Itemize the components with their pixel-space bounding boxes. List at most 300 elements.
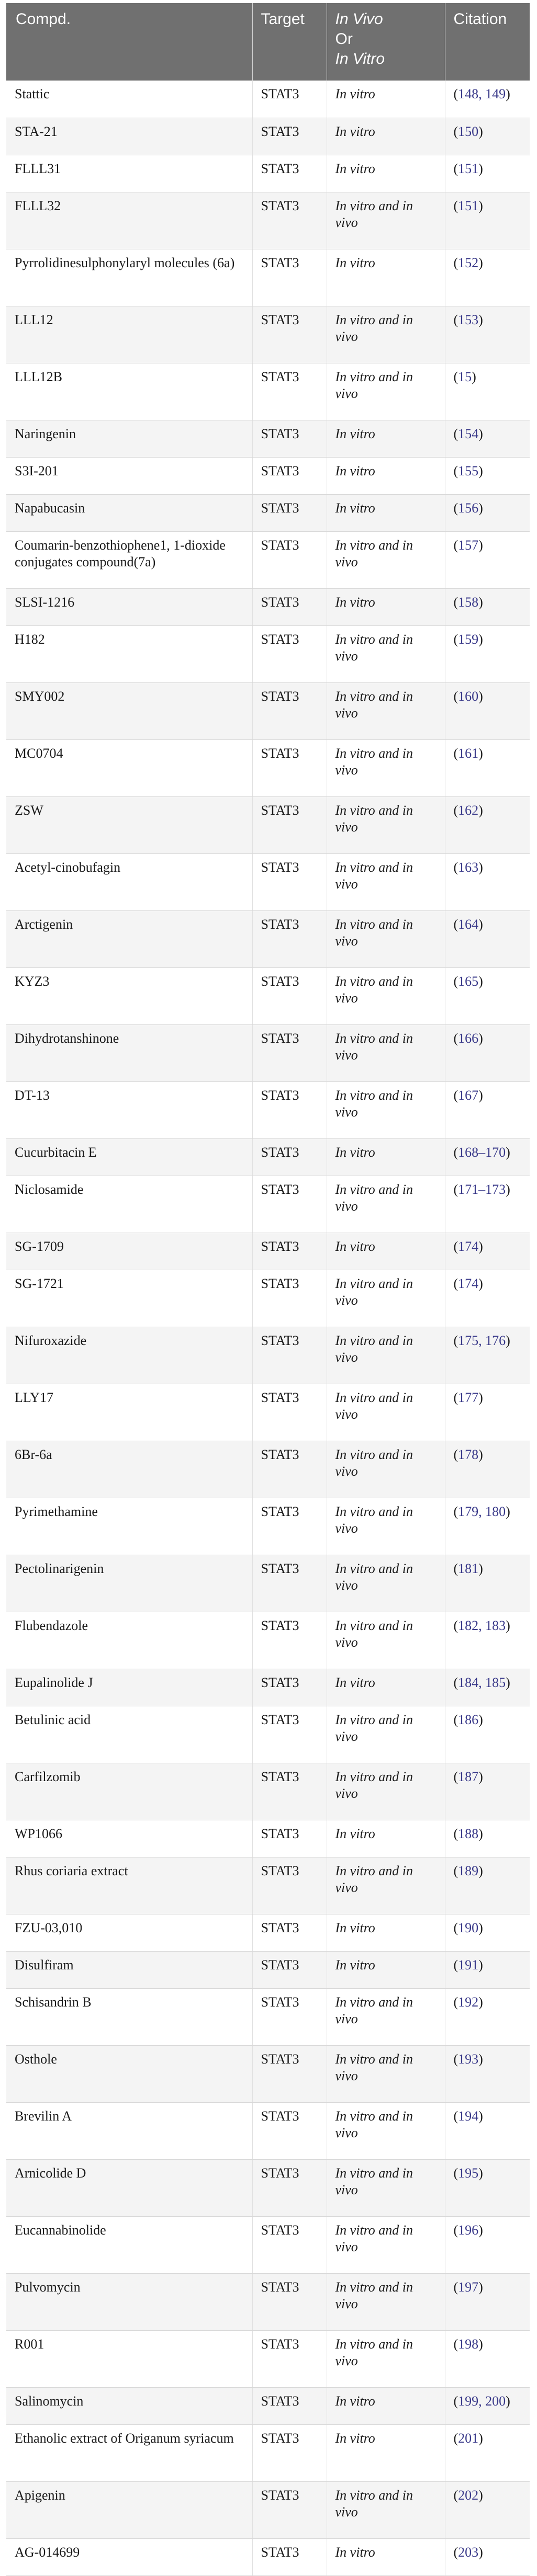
citation-open-paren: (: [453, 255, 458, 270]
citation-link[interactable]: 165: [458, 973, 479, 989]
cell-in-vivo-in-vitro: In vitro and in vivo: [327, 1555, 445, 1612]
table-row: [6, 1176, 530, 1233]
cell-compound: FZU-03,010: [6, 1914, 252, 1951]
citation-close-paren: ): [478, 1446, 483, 1462]
citation-link[interactable]: 163: [458, 859, 479, 875]
cell-compound: Salinomycin: [6, 2387, 252, 2424]
cell-compound: Schisandrin B: [6, 1988, 252, 2045]
citation-open-paren: (: [453, 1446, 458, 1462]
cell-compound: Ethanolic extract of Origanum syriacum: [6, 2424, 252, 2481]
cell-target: STAT3: [252, 1270, 327, 1327]
citation-link[interactable]: 155: [458, 463, 479, 478]
cell-citation: [445, 1706, 530, 1763]
table-row: [6, 1024, 530, 1081]
cell-target: STAT3: [252, 306, 327, 363]
cell-citation: [445, 967, 530, 1024]
citation-link[interactable]: 159: [458, 631, 479, 647]
cell-target: STAT3: [252, 2216, 327, 2273]
citation-open-paren: (: [453, 463, 458, 478]
cell-citation: [445, 1612, 530, 1669]
citation-link[interactable]: 179, 180: [458, 1503, 506, 1519]
cell-in-vivo-in-vitro: In vitro and in vivo: [327, 1081, 445, 1138]
cell-compound: Pyrimethamine: [6, 1498, 252, 1555]
cell-citation: [445, 2481, 530, 2538]
table-row: [6, 967, 530, 1024]
citation-link[interactable]: 196: [458, 2222, 479, 2238]
table-row: [6, 1498, 530, 1555]
cell-citation: [445, 1555, 530, 1612]
cell-citation: [445, 910, 530, 967]
cell-target: STAT3: [252, 2424, 327, 2481]
citation-open-paren: (: [453, 1994, 458, 2010]
table-row: [6, 1138, 530, 1176]
cell-compound: Apigenin: [6, 2481, 252, 2538]
cell-compound: SMY002: [6, 682, 252, 739]
citation-link[interactable]: 186: [458, 1712, 479, 1727]
cell-target: STAT3: [252, 1498, 327, 1555]
citation-open-paren: (: [453, 2336, 458, 2352]
table-row: [6, 2538, 530, 2575]
citation-link[interactable]: 174: [458, 1238, 479, 1254]
cell-target: STAT3: [252, 494, 327, 531]
cell-target: STAT3: [252, 249, 327, 306]
cell-in-vivo-in-vitro: In vitro and in vivo: [327, 1612, 445, 1669]
cell-in-vivo-in-vitro: In vitro and in vivo: [327, 625, 445, 682]
citation-close-paren: ): [478, 312, 483, 327]
header-target: Target: [252, 3, 327, 81]
cell-target: STAT3: [252, 796, 327, 853]
cell-in-vivo-in-vitro: In vitro and in vivo: [327, 853, 445, 910]
cell-compound: WP1066: [6, 1820, 252, 1857]
cell-compound: Brevilin A: [6, 2102, 252, 2159]
table-row: [6, 1763, 530, 1820]
cell-target: STAT3: [252, 1176, 327, 1233]
citation-link[interactable]: 195: [458, 2165, 479, 2181]
citation-link[interactable]: 198: [458, 2336, 479, 2352]
cell-target: STAT3: [252, 81, 327, 118]
cell-in-vivo-in-vitro: In vitro and in vivo: [327, 910, 445, 967]
cell-in-vivo-in-vitro: In vitro and in vivo: [327, 739, 445, 796]
citation-open-paren: (: [453, 161, 458, 176]
cell-citation: [445, 2216, 530, 2273]
cell-citation: [445, 81, 530, 118]
citation-link[interactable]: 203: [458, 2544, 479, 2560]
cell-citation: [445, 1176, 530, 1233]
cell-target: STAT3: [252, 2045, 327, 2102]
header-invivo-line3: In Vitro: [335, 50, 385, 67]
citation-close-paren: ): [478, 859, 483, 875]
cell-target: STAT3: [252, 1612, 327, 1669]
table-row: [6, 588, 530, 625]
citation-close-paren: ): [478, 688, 483, 704]
citation-link[interactable]: 151: [458, 161, 479, 176]
citation-link[interactable]: 151: [458, 198, 479, 213]
cell-citation: [445, 531, 530, 588]
cell-target: STAT3: [252, 2330, 327, 2387]
cell-target: STAT3: [252, 1988, 327, 2045]
table-row: [6, 1820, 530, 1857]
compound-table: [6, 3, 530, 2576]
citation-open-paren: (: [453, 1920, 458, 1935]
citation-open-paren: (: [453, 688, 458, 704]
table-row: [6, 1706, 530, 1763]
citation-link[interactable]: 150: [458, 123, 479, 139]
citation-open-paren: (: [453, 1332, 458, 1348]
citation-close-paren: ): [478, 2051, 483, 2067]
cell-citation: [445, 1081, 530, 1138]
cell-in-vivo-in-vitro: In vitro: [327, 118, 445, 155]
cell-compound: Eupalinolide J: [6, 1669, 252, 1706]
cell-citation: [445, 2273, 530, 2330]
cell-compound: SG-1721: [6, 1270, 252, 1327]
cell-citation: [445, 853, 530, 910]
cell-in-vivo-in-vitro: In vitro: [327, 1951, 445, 1988]
citation-link[interactable]: 171–173: [458, 1181, 506, 1197]
citation-link[interactable]: 189: [458, 1863, 479, 1878]
cell-in-vivo-in-vitro: In vitro: [327, 2424, 445, 2481]
citation-close-paren: ): [478, 426, 483, 441]
cell-compound: Pulvomycin: [6, 2273, 252, 2330]
citation-close-paren: ): [506, 1503, 510, 1519]
citation-close-paren: ): [478, 2165, 483, 2181]
citation-open-paren: (: [453, 312, 458, 327]
cell-in-vivo-in-vitro: In vitro and in vivo: [327, 2102, 445, 2159]
cell-target: STAT3: [252, 2481, 327, 2538]
citation-close-paren: ): [478, 255, 483, 270]
cell-in-vivo-in-vitro: In vitro: [327, 588, 445, 625]
citation-link[interactable]: 190: [458, 1920, 479, 1935]
cell-target: STAT3: [252, 118, 327, 155]
cell-target: STAT3: [252, 1914, 327, 1951]
citation-close-paren: ): [506, 1332, 510, 1348]
cell-in-vivo-in-vitro: In vitro and in vivo: [327, 2481, 445, 2538]
citation-open-paren: (: [453, 2279, 458, 2295]
citation-close-paren: ): [478, 631, 483, 647]
cell-compound: Dihydrotanshinone: [6, 1024, 252, 1081]
cell-target: STAT3: [252, 2387, 327, 2424]
table-row: [6, 81, 530, 118]
citation-link[interactable]: 181: [458, 1560, 479, 1576]
citation-close-paren: ): [506, 1144, 510, 1160]
citation-close-paren: ): [478, 2430, 483, 2446]
citation-open-paren: (: [453, 2393, 458, 2409]
cell-target: STAT3: [252, 1138, 327, 1176]
citation-link[interactable]: 191: [458, 1957, 479, 1973]
cell-citation: [445, 192, 530, 249]
citation-link[interactable]: 167: [458, 1087, 479, 1103]
cell-target: STAT3: [252, 1081, 327, 1138]
cell-target: STAT3: [252, 1951, 327, 1988]
cell-citation: [445, 1669, 530, 1706]
cell-citation: [445, 363, 530, 420]
citation-link[interactable]: 168–170: [458, 1144, 506, 1160]
citation-link[interactable]: 174: [458, 1275, 479, 1291]
citation-close-paren: ): [478, 916, 483, 932]
cell-target: STAT3: [252, 1555, 327, 1612]
citation-link[interactable]: 160: [458, 688, 479, 704]
table-row: [6, 1081, 530, 1138]
citation-close-paren: ): [506, 1181, 510, 1197]
table-row: [6, 457, 530, 494]
citation-link[interactable]: 158: [458, 594, 479, 610]
cell-citation: [445, 1270, 530, 1327]
citation-open-paren: (: [453, 745, 458, 761]
cell-citation: [445, 1820, 530, 1857]
citation-link[interactable]: 188: [458, 1826, 479, 1841]
cell-compound: ZSW: [6, 796, 252, 853]
cell-target: STAT3: [252, 420, 327, 457]
cell-compound: Osthole: [6, 2045, 252, 2102]
cell-compound: Acetyl-cinobufagin: [6, 853, 252, 910]
citation-open-paren: (: [453, 1275, 458, 1291]
citation-link[interactable]: 148, 149: [458, 86, 506, 101]
citation-link[interactable]: 184, 185: [458, 1674, 506, 1690]
cell-target: STAT3: [252, 739, 327, 796]
cell-in-vivo-in-vitro: In vitro and in vivo: [327, 1763, 445, 1820]
citation-link[interactable]: 177: [458, 1389, 479, 1405]
table-row: [6, 1327, 530, 1384]
citation-open-paren: (: [453, 1087, 458, 1103]
citation-link[interactable]: 201: [458, 2430, 479, 2446]
cell-compound: Napabucasin: [6, 494, 252, 531]
citation-link[interactable]: 193: [458, 2051, 479, 2067]
citation-close-paren: ): [478, 123, 483, 139]
table-row: [6, 531, 530, 588]
table-row: [6, 1857, 530, 1914]
table-row: [6, 1384, 530, 1441]
cell-citation: [445, 118, 530, 155]
cell-citation: [445, 739, 530, 796]
citation-link[interactable]: 156: [458, 500, 479, 516]
citation-close-paren: ): [478, 594, 483, 610]
citation-link[interactable]: 194: [458, 2108, 479, 2124]
cell-compound: Pectolinarigenin: [6, 1555, 252, 1612]
citation-close-paren: ): [472, 369, 476, 384]
cell-in-vivo-in-vitro: In vitro and in vivo: [327, 1988, 445, 2045]
cell-compound: Rhus coriaria extract: [6, 1857, 252, 1914]
citation-open-paren: (: [453, 2544, 458, 2560]
cell-citation: [445, 625, 530, 682]
cell-in-vivo-in-vitro: In vitro: [327, 249, 445, 306]
cell-target: STAT3: [252, 625, 327, 682]
cell-compound: S3I-201: [6, 457, 252, 494]
cell-citation: [445, 457, 530, 494]
cell-compound: Cucurbitacin E: [6, 1138, 252, 1176]
citation-close-paren: ): [506, 1674, 510, 1690]
citation-link[interactable]: 153: [458, 312, 479, 327]
header-in-vivo-or-in-vitro: [327, 3, 445, 81]
citation-link[interactable]: 161: [458, 745, 479, 761]
table-row: [6, 2481, 530, 2538]
cell-citation: [445, 1441, 530, 1498]
table-row: [6, 2045, 530, 2102]
cell-in-vivo-in-vitro: In vitro: [327, 1138, 445, 1176]
cell-compound: H182: [6, 625, 252, 682]
citation-open-paren: (: [453, 1238, 458, 1254]
cell-compound: DT-13: [6, 1081, 252, 1138]
citation-link[interactable]: 197: [458, 2279, 479, 2295]
table-header-row: [6, 3, 530, 81]
citation-close-paren: ): [478, 1087, 483, 1103]
citation-link[interactable]: 152: [458, 255, 479, 270]
cell-compound: LLL12B: [6, 363, 252, 420]
table-row: [6, 118, 530, 155]
table-row: [6, 1669, 530, 1706]
header-invivo-line2: Or: [335, 30, 353, 48]
cell-in-vivo-in-vitro: In vitro and in vivo: [327, 2216, 445, 2273]
cell-citation: [445, 1384, 530, 1441]
cell-in-vivo-in-vitro: In vitro and in vivo: [327, 306, 445, 363]
citation-open-paren: (: [453, 1503, 458, 1519]
cell-citation: [445, 1024, 530, 1081]
cell-citation: [445, 1498, 530, 1555]
cell-target: STAT3: [252, 967, 327, 1024]
citation-open-paren: (: [453, 973, 458, 989]
citation-open-paren: (: [453, 2487, 458, 2503]
citation-open-paren: (: [453, 1957, 458, 1973]
citation-link[interactable]: 199, 200: [458, 2393, 506, 2409]
cell-citation: [445, 1763, 530, 1820]
cell-compound: Arnicolide D: [6, 2159, 252, 2216]
cell-in-vivo-in-vitro: In vitro and in vivo: [327, 1384, 445, 1441]
table-row: [6, 1441, 530, 1498]
cell-citation: [445, 2538, 530, 2575]
citation-link[interactable]: 187: [458, 1769, 479, 1784]
cell-citation: [445, 306, 530, 363]
table-row: [6, 1233, 530, 1270]
cell-in-vivo-in-vitro: In vitro: [327, 494, 445, 531]
table-row: [6, 420, 530, 457]
table-row: [6, 853, 530, 910]
table-row: [6, 796, 530, 853]
citation-link[interactable]: 157: [458, 537, 479, 553]
cell-target: STAT3: [252, 1024, 327, 1081]
citation-close-paren: ): [478, 1030, 483, 1046]
cell-compound: AG-014699: [6, 2538, 252, 2575]
cell-target: STAT3: [252, 1233, 327, 1270]
citation-link[interactable]: 164: [458, 916, 479, 932]
cell-target: STAT3: [252, 682, 327, 739]
cell-in-vivo-in-vitro: In vitro and in vivo: [327, 1327, 445, 1384]
cell-compound: Stattic: [6, 81, 252, 118]
citation-close-paren: ): [506, 1617, 510, 1633]
citation-open-paren: (: [453, 2165, 458, 2181]
cell-citation: [445, 2102, 530, 2159]
citation-close-paren: ): [478, 500, 483, 516]
citation-open-paren: (: [453, 2051, 458, 2067]
citation-close-paren: ): [478, 745, 483, 761]
citation-link[interactable]: 154: [458, 426, 479, 441]
cell-in-vivo-in-vitro: In vitro and in vivo: [327, 1176, 445, 1233]
citation-link[interactable]: 15: [458, 369, 472, 384]
citation-close-paren: ): [478, 2222, 483, 2238]
cell-target: STAT3: [252, 2538, 327, 2575]
citation-close-paren: ): [478, 1238, 483, 1254]
citation-close-paren: ): [478, 1769, 483, 1784]
cell-compound: Pyrrolidinesulphonylaryl molecules (6a): [6, 249, 252, 306]
cell-in-vivo-in-vitro: In vitro: [327, 155, 445, 192]
citation-link[interactable]: 175, 176: [458, 1332, 506, 1348]
table-row: [6, 2424, 530, 2481]
citation-link[interactable]: 166: [458, 1030, 479, 1046]
citation-open-paren: (: [453, 500, 458, 516]
cell-citation: [445, 2424, 530, 2481]
cell-in-vivo-in-vitro: In vitro and in vivo: [327, 1441, 445, 1498]
table-row: [6, 2159, 530, 2216]
cell-target: STAT3: [252, 1384, 327, 1441]
table-row: [6, 192, 530, 249]
citation-close-paren: ): [478, 1389, 483, 1405]
cell-compound: SLSI-1216: [6, 588, 252, 625]
cell-compound: Naringenin: [6, 420, 252, 457]
cell-citation: [445, 420, 530, 457]
cell-citation: [445, 1327, 530, 1384]
cell-citation: [445, 249, 530, 306]
cell-target: STAT3: [252, 1327, 327, 1384]
citation-open-paren: (: [453, 1712, 458, 1727]
cell-target: STAT3: [252, 2159, 327, 2216]
cell-citation: [445, 2045, 530, 2102]
cell-in-vivo-in-vitro: In vitro and in vivo: [327, 1270, 445, 1327]
cell-citation: [445, 2387, 530, 2424]
cell-in-vivo-in-vitro: In vitro and in vivo: [327, 796, 445, 853]
citation-close-paren: ): [478, 1920, 483, 1935]
table-row: [6, 2387, 530, 2424]
cell-citation: [445, 1857, 530, 1914]
cell-in-vivo-in-vitro: In vitro and in vivo: [327, 2045, 445, 2102]
citation-close-paren: ): [478, 463, 483, 478]
cell-citation: [445, 2159, 530, 2216]
citation-link[interactable]: 162: [458, 802, 479, 818]
cell-in-vivo-in-vitro: In vitro: [327, 1914, 445, 1951]
cell-compound: STA-21: [6, 118, 252, 155]
cell-target: STAT3: [252, 363, 327, 420]
table-row: [6, 1988, 530, 2045]
cell-citation: [445, 2330, 530, 2387]
cell-citation: [445, 1914, 530, 1951]
citation-open-paren: (: [453, 802, 458, 818]
citation-link[interactable]: 192: [458, 1994, 479, 2010]
cell-in-vivo-in-vitro: In vitro: [327, 1233, 445, 1270]
citation-close-paren: ): [478, 1863, 483, 1878]
citation-close-paren: ): [478, 973, 483, 989]
cell-in-vivo-in-vitro: In vitro and in vivo: [327, 967, 445, 1024]
cell-compound: Eucannabinolide: [6, 2216, 252, 2273]
citation-open-paren: (: [453, 123, 458, 139]
citation-close-paren: ): [478, 1560, 483, 1576]
cell-in-vivo-in-vitro: In vitro and in vivo: [327, 2330, 445, 2387]
cell-target: STAT3: [252, 1763, 327, 1820]
citation-link[interactable]: 178: [458, 1446, 479, 1462]
citation-open-paren: (: [453, 1560, 458, 1576]
citation-open-paren: (: [453, 2222, 458, 2238]
table-row: [6, 363, 530, 420]
cell-in-vivo-in-vitro: In vitro: [327, 2387, 445, 2424]
citation-link[interactable]: 202: [458, 2487, 479, 2503]
cell-citation: [445, 1233, 530, 1270]
citation-open-paren: (: [453, 1863, 458, 1878]
cell-target: STAT3: [252, 2102, 327, 2159]
cell-target: STAT3: [252, 588, 327, 625]
cell-in-vivo-in-vitro: In vitro and in vivo: [327, 1498, 445, 1555]
cell-in-vivo-in-vitro: In vitro and in vivo: [327, 531, 445, 588]
citation-close-paren: ): [478, 198, 483, 213]
cell-compound: Carfilzomib: [6, 1763, 252, 1820]
citation-link[interactable]: 182, 183: [458, 1617, 506, 1633]
cell-in-vivo-in-vitro: In vitro and in vivo: [327, 2159, 445, 2216]
cell-target: STAT3: [252, 853, 327, 910]
cell-compound: Disulfiram: [6, 1951, 252, 1988]
